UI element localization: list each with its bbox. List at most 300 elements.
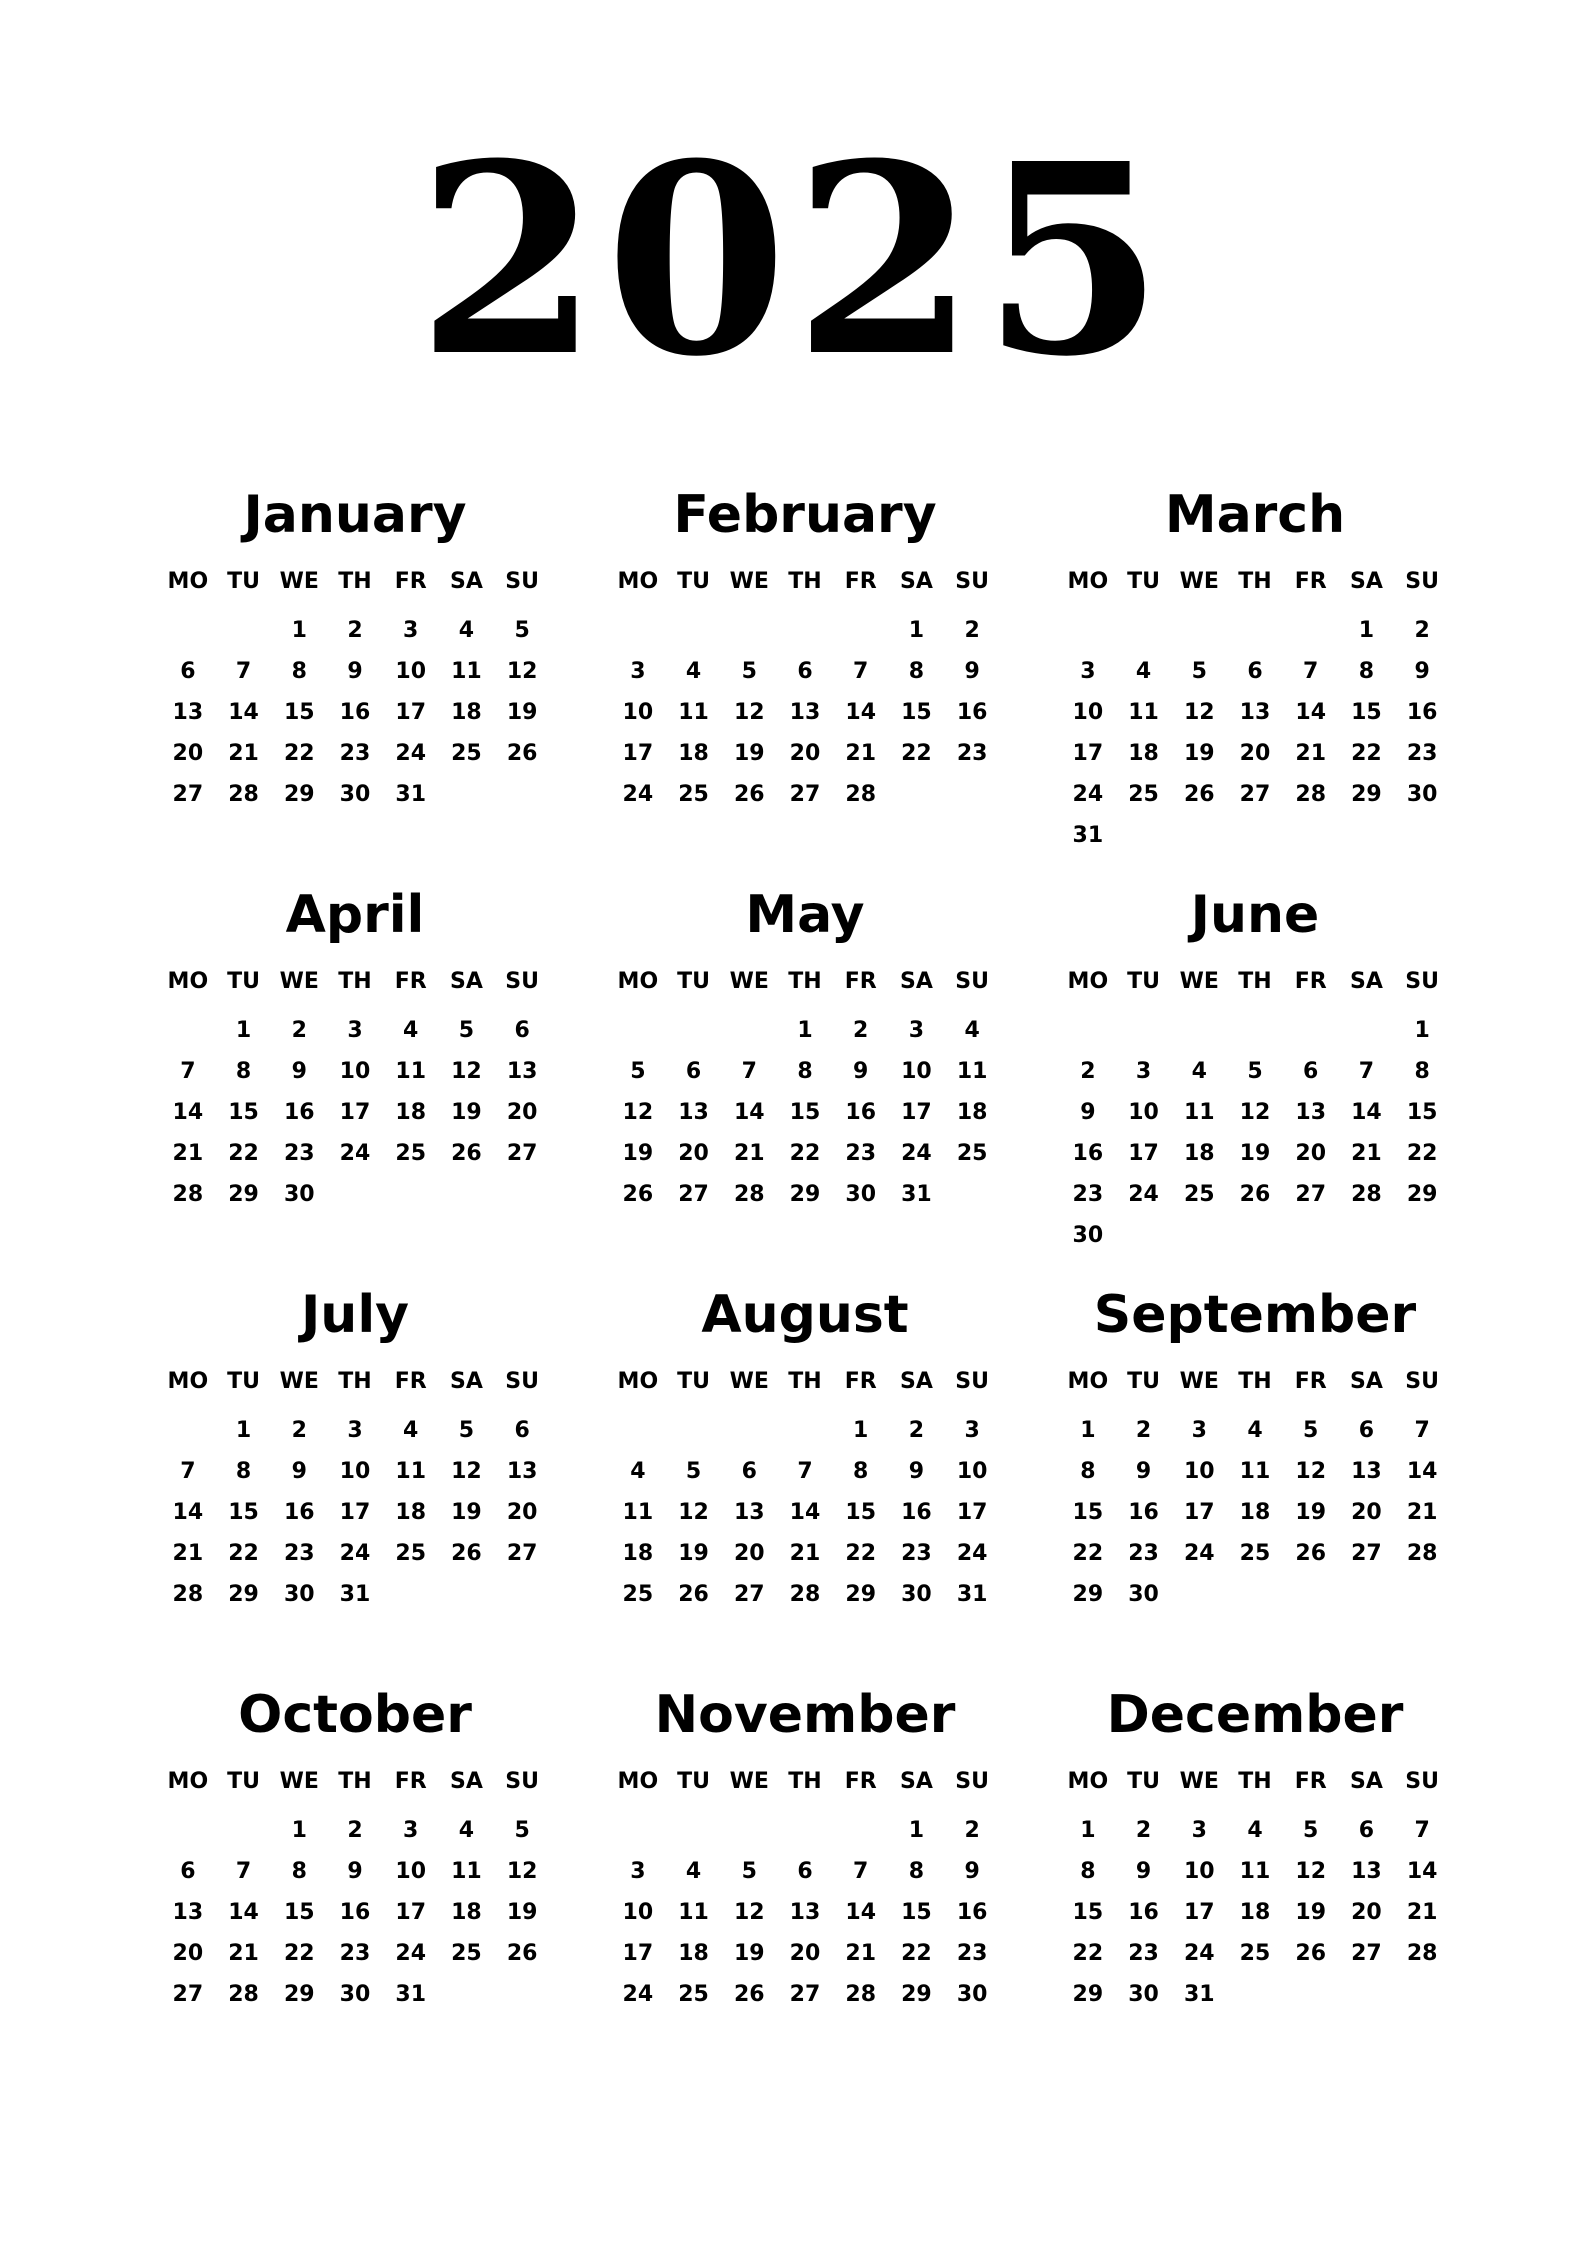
month-name: July <box>300 1285 410 1345</box>
day-cell: 8 <box>908 1859 925 1884</box>
day-cell: 9 <box>964 1859 980 1884</box>
day-cell: 20 <box>1295 1141 1327 1166</box>
day-cell: 18 <box>1239 1900 1271 1925</box>
day-cell: 3 <box>1135 1059 1152 1084</box>
day-cell: 15 <box>283 1900 315 1925</box>
weekday-label: FR <box>844 1769 877 1794</box>
day-cell: 31 <box>956 1582 988 1607</box>
day-cell: 2 <box>347 1818 363 1843</box>
day-cell: 17 <box>1183 1500 1215 1525</box>
week-row <box>610 1974 1000 2015</box>
day-cell <box>777 610 833 651</box>
day-cell <box>1283 610 1339 651</box>
week-row <box>1060 1810 1450 1851</box>
week-row <box>1060 815 1450 856</box>
day-cell: 6 <box>514 1418 530 1443</box>
week-row <box>610 1410 1000 1451</box>
weekday-label: FR <box>844 1369 877 1394</box>
day-cell <box>1227 1974 1283 2015</box>
weekday-label: SA <box>449 1369 483 1394</box>
day-cell: 7 <box>1414 1418 1430 1443</box>
day-cell: 12 <box>733 700 765 725</box>
day-cell: 26 <box>506 741 538 766</box>
day-cell: 22 <box>283 1941 315 1966</box>
day-cell: 2 <box>291 1018 307 1043</box>
day-cell: 10 <box>1072 700 1104 725</box>
day-cell: 27 <box>733 1582 765 1607</box>
weekday-label: SU <box>955 1369 989 1394</box>
day-cell: 28 <box>845 1982 877 2007</box>
day-cell <box>1227 610 1283 651</box>
day-cell: 30 <box>1406 782 1438 807</box>
day-cell: 25 <box>1239 1541 1271 1566</box>
day-cell: 20 <box>506 1500 538 1525</box>
day-cell: 1 <box>908 618 925 643</box>
month-december <box>1060 1680 1450 2080</box>
month-name: November <box>654 1685 956 1745</box>
day-cell <box>160 1810 216 1851</box>
day-cell <box>666 1810 722 1851</box>
day-cell: 30 <box>845 1182 877 1207</box>
weekday-label: TU <box>677 1369 710 1394</box>
weekday-label: TH <box>338 969 372 994</box>
weekday-label: TH <box>338 1769 372 1794</box>
day-cell: 19 <box>451 1500 482 1525</box>
day-cell: 25 <box>395 1141 427 1166</box>
day-cell: 24 <box>1183 1941 1215 1966</box>
day-cell: 5 <box>514 1818 530 1843</box>
day-cell: 17 <box>901 1100 932 1125</box>
day-cell: 4 <box>458 618 475 643</box>
day-cell: 24 <box>622 1982 654 2007</box>
day-cell <box>1171 1574 1227 1615</box>
week-row <box>1060 1051 1450 1092</box>
day-cell: 22 <box>1406 1141 1438 1166</box>
day-cell: 2 <box>1414 618 1430 643</box>
day-cell: 22 <box>1072 1941 1104 1966</box>
day-cell: 7 <box>1358 1059 1375 1084</box>
day-cell: 3 <box>908 1018 925 1043</box>
month-february <box>610 480 1000 880</box>
day-cell: 15 <box>1072 1900 1104 1925</box>
day-cell: 3 <box>1191 1418 1207 1443</box>
day-cell: 12 <box>451 1059 482 1084</box>
day-cell: 5 <box>1303 1418 1319 1443</box>
weekday-label: SA <box>899 1369 933 1394</box>
day-cell: 31 <box>395 1982 427 2007</box>
day-cell: 18 <box>678 1941 709 1966</box>
year-title: 2025 <box>416 106 1171 414</box>
day-cell: 6 <box>1358 1418 1375 1443</box>
week-row <box>1060 1174 1450 1215</box>
week-row <box>610 774 1000 815</box>
day-cell: 1 <box>235 1418 252 1443</box>
day-cell: 20 <box>1351 1900 1382 1925</box>
week-row <box>1060 692 1450 733</box>
week-row <box>610 1851 1000 1892</box>
weekday-label: SA <box>449 969 483 994</box>
week-row <box>610 1810 1000 1851</box>
day-cell <box>610 1010 666 1051</box>
weekday-label: WE <box>1179 1369 1219 1394</box>
month-name: August <box>701 1285 909 1345</box>
day-cell: 31 <box>1183 1982 1215 2007</box>
day-cell: 3 <box>630 659 646 684</box>
day-cell: 6 <box>797 1859 813 1884</box>
weekday-label: FR <box>394 569 427 594</box>
day-cell: 11 <box>622 1500 654 1525</box>
day-cell: 4 <box>458 1818 475 1843</box>
day-cell: 17 <box>395 700 427 725</box>
weekday-header <box>1060 1762 1450 1802</box>
weekday-label: WE <box>1179 569 1219 594</box>
day-cell: 1 <box>291 1818 307 1843</box>
day-cell <box>1171 1010 1227 1051</box>
month-name: October <box>238 1685 472 1745</box>
day-cell <box>494 774 550 815</box>
weekday-label: TH <box>1238 1369 1272 1394</box>
weekday-label: TU <box>227 969 260 994</box>
day-cell <box>216 610 272 651</box>
day-cell: 20 <box>1351 1500 1382 1525</box>
day-cell: 20 <box>678 1141 709 1166</box>
day-cell: 13 <box>1295 1100 1327 1125</box>
week-row <box>160 651 550 692</box>
weekday-label: FR <box>394 969 427 994</box>
day-cell: 24 <box>1128 1182 1159 1207</box>
day-cell: 24 <box>339 1141 371 1166</box>
day-cell: 24 <box>1072 782 1104 807</box>
month-name: April <box>285 885 425 945</box>
weekday-label: SU <box>1405 1369 1439 1394</box>
day-cell: 26 <box>451 1141 482 1166</box>
weekday-label: SA <box>449 569 483 594</box>
day-cell: 18 <box>451 700 482 725</box>
day-cell <box>1227 1010 1283 1051</box>
week-row <box>160 1410 550 1451</box>
week-row <box>610 610 1000 651</box>
day-cell: 15 <box>1072 1500 1104 1525</box>
day-cell: 28 <box>228 1982 259 2007</box>
day-cell: 19 <box>1183 741 1215 766</box>
day-cell <box>494 1174 550 1215</box>
day-cell: 11 <box>395 1059 427 1084</box>
day-cell: 19 <box>506 1900 538 1925</box>
day-cell: 7 <box>1303 659 1319 684</box>
weekday-label: MO <box>167 1769 209 1794</box>
week-row <box>160 1010 550 1051</box>
day-cell: 29 <box>1072 1982 1104 2007</box>
day-cell: 3 <box>403 1818 419 1843</box>
day-cell: 28 <box>1295 782 1327 807</box>
day-cell: 15 <box>1351 700 1382 725</box>
month-name: January <box>243 485 467 545</box>
day-cell: 17 <box>339 1100 371 1125</box>
day-cell: 21 <box>172 1141 204 1166</box>
weekday-label: SU <box>1405 569 1439 594</box>
day-cell: 10 <box>901 1059 932 1084</box>
day-cell: 21 <box>733 1141 765 1166</box>
day-cell: 1 <box>291 618 307 643</box>
day-cell <box>216 1810 272 1851</box>
week-row <box>610 1533 1000 1574</box>
day-cell <box>494 1574 550 1615</box>
weekday-label: MO <box>617 969 659 994</box>
day-cell: 26 <box>622 1182 654 1207</box>
day-cell <box>721 1010 777 1051</box>
day-cell: 29 <box>228 1182 259 1207</box>
weekday-header <box>1060 562 1450 602</box>
week-row <box>610 1892 1000 1933</box>
day-cell: 1 <box>853 1418 869 1443</box>
day-cell <box>833 610 889 651</box>
week-row <box>1060 651 1450 692</box>
day-cell: 11 <box>1239 1459 1271 1484</box>
day-cell: 17 <box>339 1500 371 1525</box>
day-cell: 2 <box>964 618 980 643</box>
day-cell: 23 <box>339 741 371 766</box>
day-cell: 9 <box>1080 1100 1096 1125</box>
day-cell: 16 <box>845 1100 877 1125</box>
day-cell: 19 <box>733 1941 765 1966</box>
day-cell: 4 <box>403 1018 419 1043</box>
day-cell <box>1394 1974 1450 2015</box>
day-cell: 5 <box>741 1859 757 1884</box>
day-cell: 2 <box>853 1018 869 1043</box>
day-cell <box>1339 1574 1395 1615</box>
day-cell: 16 <box>283 1500 315 1525</box>
weekday-label: WE <box>729 1369 769 1394</box>
day-cell <box>439 1974 495 2015</box>
weekday-label: MO <box>1067 1369 1109 1394</box>
day-cell <box>666 610 722 651</box>
weekday-label: FR <box>1294 1769 1327 1794</box>
day-cell: 8 <box>291 659 307 684</box>
day-cell: 7 <box>235 659 252 684</box>
day-cell: 7 <box>797 1459 813 1484</box>
weekday-label: MO <box>167 569 209 594</box>
day-cell: 11 <box>1183 1100 1215 1125</box>
day-cell: 26 <box>1295 1541 1327 1566</box>
day-cell: 1 <box>908 1818 925 1843</box>
day-cell: 14 <box>1406 1459 1438 1484</box>
day-cell: 6 <box>514 1018 530 1043</box>
day-cell: 30 <box>901 1582 932 1607</box>
day-cell: 20 <box>1239 741 1271 766</box>
weekday-header <box>610 562 1000 602</box>
day-cell: 21 <box>228 741 259 766</box>
day-cell: 18 <box>395 1500 427 1525</box>
day-cell: 14 <box>789 1500 821 1525</box>
day-cell: 16 <box>956 700 988 725</box>
day-cell: 27 <box>678 1182 709 1207</box>
day-cell: 18 <box>451 1900 482 1925</box>
day-cell: 14 <box>172 1100 204 1125</box>
day-cell: 12 <box>506 1859 538 1884</box>
day-cell: 27 <box>789 1982 821 2007</box>
day-cell: 15 <box>901 1900 932 1925</box>
week-row <box>160 774 550 815</box>
day-cell: 9 <box>291 1459 307 1484</box>
day-cell: 11 <box>956 1059 988 1084</box>
weekday-label: FR <box>844 569 877 594</box>
day-cell: 10 <box>956 1459 988 1484</box>
day-cell: 11 <box>1128 700 1159 725</box>
weekday-label: TU <box>677 969 710 994</box>
month-october <box>160 1680 550 2080</box>
day-cell: 8 <box>797 1059 813 1084</box>
day-cell: 6 <box>1358 1818 1375 1843</box>
day-cell: 16 <box>1406 700 1438 725</box>
day-cell: 18 <box>395 1100 427 1125</box>
weekday-label: FR <box>844 969 877 994</box>
weekday-label: MO <box>1067 1769 1109 1794</box>
day-cell <box>1394 1574 1450 1615</box>
weekday-label: TH <box>1238 969 1272 994</box>
week-row <box>610 1010 1000 1051</box>
day-cell: 11 <box>1239 1859 1271 1884</box>
day-cell: 5 <box>1303 1818 1319 1843</box>
day-cell: 2 <box>347 618 363 643</box>
day-cell: 22 <box>901 1941 932 1966</box>
week-row <box>160 610 550 651</box>
weekday-header <box>160 562 550 602</box>
day-cell: 17 <box>622 1941 654 1966</box>
day-cell: 30 <box>283 1182 315 1207</box>
day-cell: 23 <box>1128 1541 1159 1566</box>
day-cell: 27 <box>1351 1541 1382 1566</box>
week-row <box>610 1933 1000 1974</box>
day-cell: 31 <box>1072 823 1104 848</box>
day-cell: 3 <box>403 618 419 643</box>
day-cell: 25 <box>956 1141 988 1166</box>
day-cell: 24 <box>395 1941 427 1966</box>
weekday-label: TU <box>677 1769 710 1794</box>
weekday-label: TH <box>788 969 822 994</box>
day-cell: 28 <box>845 782 877 807</box>
day-cell <box>1339 1215 1395 1256</box>
day-cell: 16 <box>1072 1141 1104 1166</box>
day-cell: 22 <box>228 1141 259 1166</box>
week-row <box>160 692 550 733</box>
day-cell: 12 <box>1295 1459 1327 1484</box>
week-row <box>160 1974 550 2015</box>
day-cell: 5 <box>685 1459 702 1484</box>
weekday-label: WE <box>1179 1769 1219 1794</box>
day-cell: 23 <box>1128 1941 1159 1966</box>
day-cell: 4 <box>685 659 702 684</box>
day-cell: 13 <box>172 700 204 725</box>
day-cell: 12 <box>622 1100 654 1125</box>
day-cell: 16 <box>339 1900 371 1925</box>
month-name: September <box>1093 1285 1417 1345</box>
day-cell: 6 <box>180 1859 196 1884</box>
day-cell: 25 <box>678 782 709 807</box>
day-cell: 30 <box>1128 1582 1159 1607</box>
months-grid <box>160 480 1450 2080</box>
week-row <box>610 733 1000 774</box>
day-cell: 26 <box>733 782 765 807</box>
month-march <box>1060 480 1450 880</box>
day-cell: 16 <box>956 1900 988 1925</box>
day-cell: 22 <box>789 1141 821 1166</box>
week-row <box>1060 1851 1450 1892</box>
day-cell: 13 <box>506 1459 538 1484</box>
day-cell: 24 <box>956 1541 988 1566</box>
day-cell: 8 <box>1080 1859 1096 1884</box>
weekday-label: SA <box>449 1769 483 1794</box>
day-cell: 10 <box>1183 1459 1215 1484</box>
week-row <box>160 1133 550 1174</box>
day-cell: 6 <box>1247 659 1263 684</box>
day-cell: 18 <box>956 1100 988 1125</box>
day-cell <box>383 1174 439 1215</box>
day-cell: 13 <box>678 1100 709 1125</box>
day-cell <box>1283 1974 1339 2015</box>
weekday-label: SU <box>505 1769 539 1794</box>
day-cell: 12 <box>1239 1100 1271 1125</box>
weekday-label: TU <box>677 569 710 594</box>
day-cell: 13 <box>733 1500 765 1525</box>
weekday-header <box>160 1362 550 1402</box>
week-row <box>1060 1492 1450 1533</box>
day-cell: 26 <box>678 1582 709 1607</box>
day-cell: 14 <box>1406 1859 1438 1884</box>
month-september <box>1060 1280 1450 1680</box>
day-cell: 19 <box>506 700 538 725</box>
day-cell: 18 <box>1183 1141 1215 1166</box>
day-cell: 8 <box>235 1459 252 1484</box>
day-cell: 8 <box>1414 1059 1430 1084</box>
day-cell: 7 <box>853 1859 869 1884</box>
weekday-label: WE <box>729 1769 769 1794</box>
day-cell: 21 <box>845 1941 877 1966</box>
day-cell <box>944 1174 1000 1215</box>
day-cell: 25 <box>678 1982 709 2007</box>
week-row <box>610 1092 1000 1133</box>
day-cell: 17 <box>622 741 654 766</box>
day-cell: 8 <box>235 1059 252 1084</box>
day-cell: 15 <box>901 700 932 725</box>
day-cell: 10 <box>622 1900 654 1925</box>
day-cell: 3 <box>630 1859 646 1884</box>
month-name: February <box>673 485 937 545</box>
week-row <box>160 1810 550 1851</box>
day-cell <box>1283 1010 1339 1051</box>
weekday-label: MO <box>167 969 209 994</box>
day-cell <box>889 774 945 815</box>
day-cell <box>721 610 777 651</box>
day-cell: 15 <box>228 1100 259 1125</box>
day-cell <box>494 1974 550 2015</box>
day-cell: 21 <box>845 741 877 766</box>
day-cell: 22 <box>1351 741 1382 766</box>
day-cell: 20 <box>789 1941 821 1966</box>
day-cell: 9 <box>347 659 363 684</box>
day-cell: 21 <box>789 1541 821 1566</box>
day-cell: 20 <box>733 1541 765 1566</box>
weekday-label: FR <box>1294 569 1327 594</box>
day-cell: 13 <box>789 1900 821 1925</box>
day-cell: 22 <box>845 1541 877 1566</box>
weekday-label: SA <box>899 1769 933 1794</box>
day-cell: 6 <box>1303 1059 1319 1084</box>
day-cell: 2 <box>908 1418 925 1443</box>
day-cell: 29 <box>283 782 315 807</box>
day-cell: 23 <box>339 1941 371 1966</box>
day-cell: 8 <box>1080 1459 1096 1484</box>
day-cell: 11 <box>451 1859 482 1884</box>
